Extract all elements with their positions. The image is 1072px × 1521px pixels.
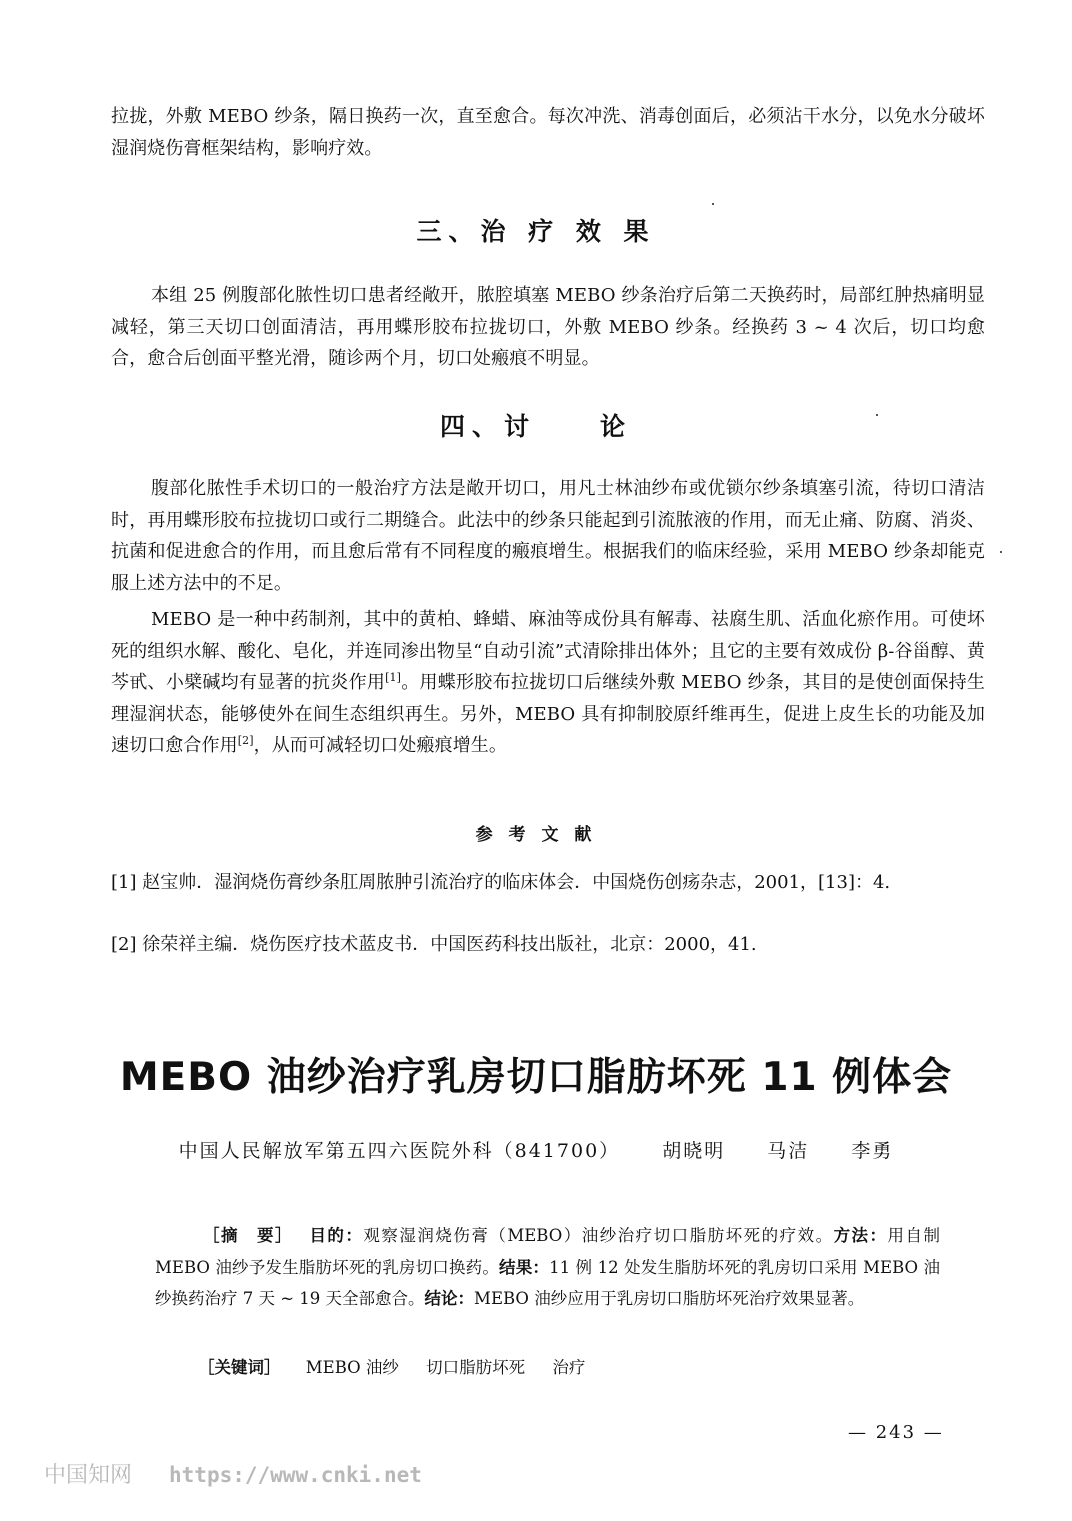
citation-1: [1] [385,671,402,684]
objective-label: 目的： [309,1226,364,1245]
keyword: MEBO 油纱 [305,1358,399,1377]
section-title-discussion: 四、讨 论 [439,412,632,441]
reference-item-1: [1] 赵宝帅．湿润烧伤膏纱条肛周脓肿引流治疗的临床体会．中国烧伤创疡杂志，2001，[13]：4. [111,872,891,893]
abstract-tag: ［摘 要］ [203,1226,285,1245]
method-label: 方法： [833,1226,888,1245]
article-title: MEBO 油纱治疗乳房切口脂肪坏死 11 例体会 [119,1055,953,1100]
abstract [155,1220,940,1315]
keywords [198,1352,607,1384]
scan-speck [712,203,714,205]
page-number: — 243 — [848,1422,944,1443]
result-text: 11 例 12 处发生脂肪坏死的乳房切口采用 MEBO 油纱换药治疗 7 天 ~ 19 天全部愈合。 [155,1257,940,1308]
cnki-watermark [44,1458,422,1489]
watermark-site-name: 中国知网 [44,1463,133,1488]
discussion-text-part-3: ，从而可减轻切口处瘢痕增生。 [253,735,507,756]
discussion-text-part-2: 。用蝶形胶布拉拢切口后继续外敷 MEBO 纱条，其目的是使创面保持生理湿润状态，能够使外在间生态组织再生。另外，MEBO 具有抑制胶原纤维再生，促进上皮生长的功能及加速切口愈合作用 [111,672,985,756]
treatment-effect-paragraph: 本组 25 例腹部化脓性切口患者经敞开，脓腔填塞 MEBO 纱条治疗后第二天换药时，局部红肿热痛明显减轻，第三天切口创面清洁，再用蝶形胶布拉拢切口，外敷 MEBO 纱条。经换药 3 ~ 4 次后，切口均愈合，愈合后创面平整光滑，随诊两个月，切口处瘢痕不明显。 [111,285,985,369]
scan-speck [1000,551,1002,553]
affiliation: 中国人民解放军第五四六医院外科（841700） [178,1140,621,1162]
watermark-url: https://www.cnki.net [169,1463,422,1487]
discussion-paragraph-1: 腹部化脓性手术切口的一般治疗方法是敞开切口，用凡士林油纱布或优锁尔纱条填塞引流，待切口清洁时，再用蝶形胶布拉拢切口或行二期缝合。此法中的纱条只能起到引流脓液的作用，而无止痛、防腐、消炎、抗菌和促进愈合的作用，而且愈后常有不同程度的瘢痕增生。根据我们的临床经验，采用 MEBO 纱条却能克服上述方法中的不足。 [111,478,985,594]
conclusion-text: MEBO 油纱应用于乳房切口脂肪坏死治疗效果显著。 [474,1289,865,1308]
references-heading: 参 考 文 献 [475,825,597,845]
top-paragraph: 拉拢，外敷 MEBO 纱条，隔日换药一次，直至愈合。每次冲洗、消毒创面后，必须沾干水分，以免水分破坏湿润烧伤膏框架结构，影响疗效。 [111,106,985,159]
abstract-body [155,1220,940,1315]
author-name: 胡晓明 [662,1140,726,1162]
keywords-tag: ［关键词］ [198,1358,281,1377]
discussion-text-part-1: MEBO 是一种中药制剂，其中的黄柏、蜂蜡、麻油等成份具有解毒、祛腐生肌、活血化瘀作用。可使坏死的组织水解、酸化、皂化，并连同渗出物呈“自动引流”式清除排出体外；且它的主要有效成份 β-谷甾醇、黄芩甙、小檗碱均有显著的抗炎作用 [111,609,985,693]
author-name: 马洁 [767,1140,810,1162]
method-text: 用自制 MEBO 油纱予发生脂肪坏死的乳房切口换药。 [155,1226,941,1277]
discussion-paragraph-2 [111,604,985,762]
article-byline [0,1136,1072,1163]
citation-2: [2] [237,734,254,747]
keyword: 切口脂肪坏死 [426,1358,526,1377]
scan-speck [876,414,878,416]
objective-text: 观察湿润烧伤膏（MEBO）油纱治疗切口脂肪坏死的疗效。 [363,1226,834,1245]
result-label: 结果： [499,1257,550,1277]
section-title-treatment-effect: 三、治 疗 效 果 [416,217,656,246]
author-name: 李勇 [851,1140,894,1162]
conclusion-label: 结论： [424,1289,475,1308]
reference-item-2: [2] 徐荣祥主编．烧伤医疗技术蓝皮书．中国医药科技出版社，北京：2000，41. [111,934,757,955]
keyword: 治疗 [552,1358,586,1377]
